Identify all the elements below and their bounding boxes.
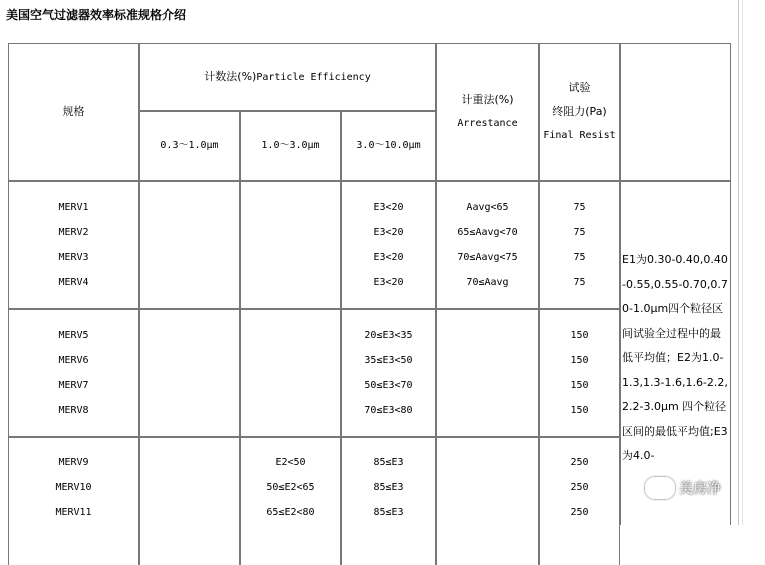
efficiency-note: E1为0.30-0.40,0.40-0.55,0.55-0.70,0.70-1.0μm四个粒径区间试验全过程中的最低平均值；E2为1.0-1.3,1.3-1.6,1.6-2.2,2.2-3.0μm 四个粒径区间的最低平均值;E3为4.0- xyxy=(620,181,731,525)
header-arrest-cn: 计重法(%) xyxy=(461,93,514,106)
cell-spec-value: MERV11 xyxy=(55,507,92,518)
header-particle-efficiency xyxy=(139,43,436,111)
cell-range-3 xyxy=(341,181,436,309)
cell-spec-value: MERV10 xyxy=(55,482,92,493)
cell-range-2-value: 65≤E2<80 xyxy=(266,507,315,518)
cell-arrestance-value: 65≤Aavg<70 xyxy=(457,227,518,238)
cell-range-3 xyxy=(341,437,436,565)
cell-final-resist-value: 75 xyxy=(573,277,586,288)
cell-spec xyxy=(8,437,139,565)
cell-range-3-value: 85≤E3 xyxy=(373,457,404,468)
cell-spec-value: MERV5 xyxy=(58,330,89,341)
header-range-1-label: 0.3～1.0μm xyxy=(160,140,219,151)
cell-range-1 xyxy=(139,309,240,437)
header-range-2-label: 1.0～3.0μm xyxy=(261,140,320,151)
page-title: 美国空气过滤器效率标准规格介绍 xyxy=(6,8,187,22)
cell-range-2 xyxy=(240,181,341,309)
cell-range-3-value: 20≤E3<35 xyxy=(364,330,413,341)
header-arrest-en: Arrestance xyxy=(457,118,518,129)
cell-range-2 xyxy=(240,309,341,437)
cell-final-resist-value: 150 xyxy=(570,330,589,341)
cell-final-resist-value: 250 xyxy=(570,482,589,493)
cell-final-resist-value: 150 xyxy=(570,405,589,416)
cell-final-resist-value: 150 xyxy=(570,355,589,366)
cell-range-1 xyxy=(139,181,240,309)
header-particle-en: Particle Efficiency xyxy=(256,71,371,83)
cell-arrestance xyxy=(436,437,539,565)
cell-final-resist-value: 75 xyxy=(573,252,586,263)
cell-spec-value: MERV7 xyxy=(58,380,89,391)
header-range-3-label: 3.0～10.0μm xyxy=(356,140,421,151)
cell-arrestance xyxy=(436,181,539,309)
header-particle-cn: 计数法(%) xyxy=(204,69,257,83)
cell-spec xyxy=(8,181,139,309)
cell-range-2-value: 50≤E2<65 xyxy=(266,482,315,493)
header-arrestance xyxy=(436,43,539,181)
header-spec xyxy=(8,43,139,181)
watermark-text: 美房净 xyxy=(679,481,721,497)
cell-arrestance xyxy=(436,309,539,437)
cell-range-3-value: E3<20 xyxy=(373,277,404,288)
cell-final-resist xyxy=(539,181,620,309)
cell-arrestance-value: Aavg<65 xyxy=(466,202,509,213)
cell-arrestance-value: 70≤Aavg xyxy=(466,277,509,288)
cell-spec-value: MERV6 xyxy=(58,355,89,366)
scrollbar-divider-secondary xyxy=(742,0,743,525)
cell-range-3-value: 50≤E3<70 xyxy=(364,380,413,391)
cell-range-2-value: E2<50 xyxy=(275,457,306,468)
watermark xyxy=(645,477,721,499)
header-spec-label: 规格 xyxy=(62,105,85,118)
cell-spec-value: MERV1 xyxy=(58,202,89,213)
cell-arrestance-value: 70≤Aavg<75 xyxy=(457,252,518,263)
header-note-blank xyxy=(620,43,731,181)
header-range-1 xyxy=(139,111,240,181)
cell-spec-value: MERV8 xyxy=(58,405,89,416)
cell-range-3-value: E3<20 xyxy=(373,227,404,238)
cell-range-3-value: 70≤E3<80 xyxy=(364,405,413,416)
cell-range-3-value: E3<20 xyxy=(373,202,404,213)
cell-spec xyxy=(8,309,139,437)
header-final-resist xyxy=(539,43,620,181)
cell-range-3-value: 85≤E3 xyxy=(373,507,404,518)
cell-final-resist-value: 250 xyxy=(570,507,589,518)
cell-final-resist xyxy=(539,309,620,437)
cell-final-resist-value: 75 xyxy=(573,227,586,238)
cell-final-resist-value: 75 xyxy=(573,202,586,213)
cell-spec-value: MERV4 xyxy=(58,277,89,288)
header-range-2 xyxy=(240,111,341,181)
cell-final-resist-value: 250 xyxy=(570,457,589,468)
cell-final-resist xyxy=(539,437,620,565)
header-range-3 xyxy=(341,111,436,181)
cell-range-3 xyxy=(341,309,436,437)
cell-range-2 xyxy=(240,437,341,565)
cell-range-3-value: E3<20 xyxy=(373,252,404,263)
cell-spec-value: MERV9 xyxy=(58,457,89,468)
cell-range-3-value: 35≤E3<50 xyxy=(364,355,413,366)
cell-range-3-value: 85≤E3 xyxy=(373,482,404,493)
cell-final-resist-value: 150 xyxy=(570,380,589,391)
header-resist-cn2: 终阻力(Pa) xyxy=(552,105,607,118)
cell-spec-value: MERV3 xyxy=(58,252,89,263)
header-resist-cn1: 试验 xyxy=(568,81,591,94)
header-resist-en: Final Resist xyxy=(543,130,616,141)
scrollbar-divider xyxy=(738,0,739,525)
cell-range-1 xyxy=(139,437,240,565)
wechat-icon xyxy=(645,477,675,499)
cell-spec-value: MERV2 xyxy=(58,227,89,238)
